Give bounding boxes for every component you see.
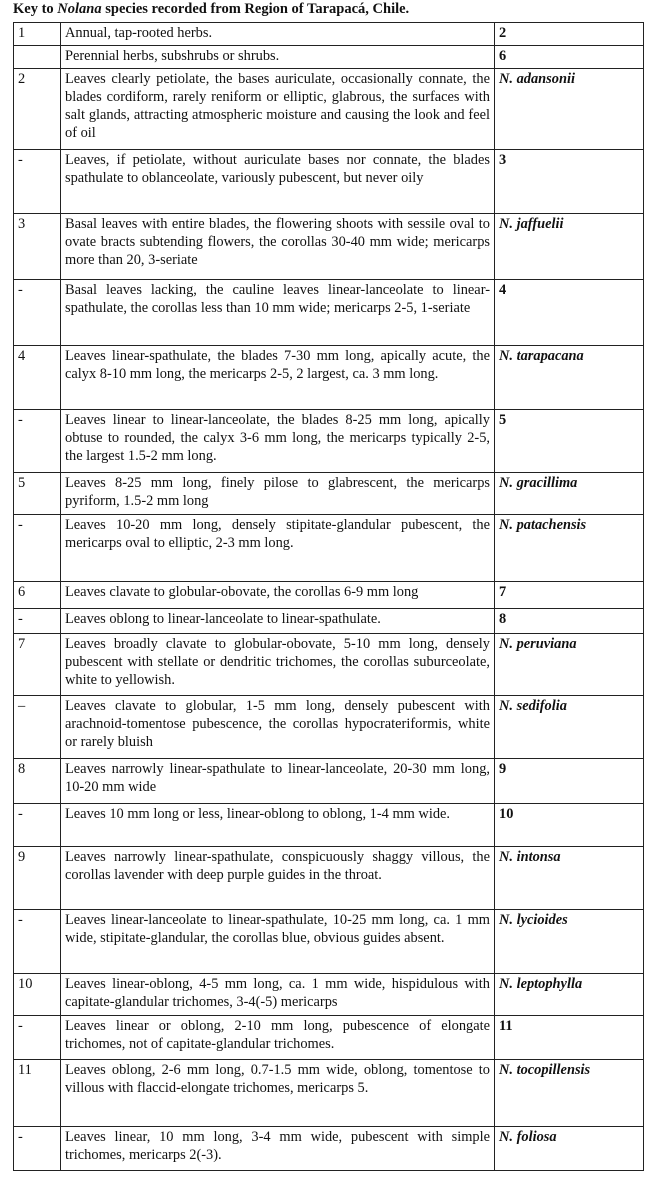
- couplet-number: 1: [14, 23, 61, 46]
- couplet-number: -: [14, 910, 61, 974]
- couplet-description: Leaves 10 mm long or less, linear-oblong to oblong, 1-4 mm wide.: [61, 804, 495, 847]
- couplet-description: Leaves linear to linear-lanceolate, the blades 8-25 mm long, apically obtuse to rounded, the calyx 3-6 mm long, the mericarps typically 2-5, the largest 1.5-2 mm long.: [61, 410, 495, 473]
- couplet-number: 11: [14, 1060, 61, 1127]
- couplet-description: Basal leaves with entire blades, the flowering shoots with sessile oval to ovate bracts subtending flowers, the corollas 30-40 mm wide; mericarps more than 20, 3-seriate: [61, 214, 495, 280]
- couplet-description: Leaves clearly petiolate, the bases auriculate, occasionally connate, the blades cordiform, rarely reniform or elliptic, glabrous, the surfaces with salt glands, attracting atmospheric moisture and causing the look and feel of oil: [61, 69, 495, 150]
- couplet-description: Leaves linear-oblong, 4-5 mm long, ca. 1 mm wide, hispidulous with capitate-glandular trichomes, 3-4(-5) mericarps: [61, 974, 495, 1016]
- couplet-description: Perennial herbs, subshrubs or shrubs.: [61, 46, 495, 69]
- species-name: N. lycioides: [495, 910, 644, 974]
- key-row: [14, 280, 644, 346]
- couplet-number: 7: [14, 634, 61, 696]
- key-row: [14, 696, 644, 759]
- couplet-description: Leaves 10-20 mm long, densely stipitate-glandular pubescent, the mericarps oval to elliptic, 2-3 mm long.: [61, 515, 495, 582]
- table-caption: [13, 1, 409, 18]
- next-couplet-reference: 9: [495, 759, 644, 804]
- couplet-number: -: [14, 410, 61, 473]
- next-couplet-reference: 8: [495, 609, 644, 634]
- key-row: [14, 410, 644, 473]
- couplet-description: Annual, tap-rooted herbs.: [61, 23, 495, 46]
- key-row: [14, 759, 644, 804]
- couplet-number: –: [14, 696, 61, 759]
- couplet-number: [14, 46, 61, 69]
- couplet-description: Leaves narrowly linear-spathulate, conspicuously shaggy villous, the corollas lavender with deep purple guides in the throat.: [61, 847, 495, 910]
- species-name: N. peruviana: [495, 634, 644, 696]
- next-couplet-reference: 5: [495, 410, 644, 473]
- couplet-number: -: [14, 804, 61, 847]
- next-couplet-reference: 4: [495, 280, 644, 346]
- couplet-description: Leaves clavate to globular-obovate, the corollas 6-9 mm long: [61, 582, 495, 609]
- key-row: [14, 910, 644, 974]
- species-name: N. adansonii: [495, 69, 644, 150]
- couplet-description: Leaves linear-lanceolate to linear-spathulate, 10-25 mm long, ca. 1 mm wide, stipitate-glandular, the corollas blue, obvious guides absent.: [61, 910, 495, 974]
- couplet-number: 3: [14, 214, 61, 280]
- caption-prefix: Key to: [13, 1, 58, 17]
- couplet-description: Basal leaves lacking, the cauline leaves linear-lanceolate to linear-spathulate, the corollas less than 10 mm wide; mericarps 2-5, 1-seriate: [61, 280, 495, 346]
- couplet-number: -: [14, 1127, 61, 1171]
- couplet-number: -: [14, 280, 61, 346]
- next-couplet-reference: 7: [495, 582, 644, 609]
- couplet-number: 4: [14, 346, 61, 410]
- species-name: N. sedifolia: [495, 696, 644, 759]
- couplet-description: Leaves linear-spathulate, the blades 7-30 mm long, apically acute, the calyx 8-10 mm long, the mericarps 2-5, 2 largest, ca. 3 mm long.: [61, 346, 495, 410]
- next-couplet-reference: 6: [495, 46, 644, 69]
- couplet-number: 2: [14, 69, 61, 150]
- key-row: [14, 609, 644, 634]
- couplet-description: Leaves clavate to globular, 1-5 mm long, densely pubescent with arachnoid-tomentose pubescence, the corollas hypocrateriformis, white or rarely bluish: [61, 696, 495, 759]
- key-table-body: [14, 23, 644, 1171]
- key-row: [14, 473, 644, 515]
- key-row: [14, 974, 644, 1016]
- couplet-description: Leaves linear, 10 mm long, 3-4 mm wide, pubescent with simple trichomes, mericarps 2(-3).: [61, 1127, 495, 1171]
- key-row: [14, 46, 644, 69]
- species-name: N. tocopillensis: [495, 1060, 644, 1127]
- species-name: N. foliosa: [495, 1127, 644, 1171]
- key-row: [14, 23, 644, 46]
- species-name: N. intonsa: [495, 847, 644, 910]
- couplet-description: Leaves broadly clavate to globular-obovate, 5-10 mm long, densely pubescent with stellate or dendritic trichomes, the corollas suburceolate, white to yellowish.: [61, 634, 495, 696]
- species-name: N. jaffuelii: [495, 214, 644, 280]
- key-row: [14, 1060, 644, 1127]
- couplet-number: 9: [14, 847, 61, 910]
- couplet-description: Leaves oblong, 2-6 mm long, 0.7-1.5 mm wide, oblong, tomentose to villous with flaccid-elongate trichomes, mericarps 5.: [61, 1060, 495, 1127]
- caption-suffix: species recorded from Region of Tarapacá, Chile.: [101, 1, 410, 17]
- couplet-number: 8: [14, 759, 61, 804]
- couplet-description: Leaves, if petiolate, without auriculate bases nor connate, the blades spathulate to oblanceolate, variously pubescent, but never oily: [61, 150, 495, 214]
- key-row: [14, 634, 644, 696]
- couplet-number: -: [14, 609, 61, 634]
- key-row: [14, 69, 644, 150]
- caption-genus: Nolana: [57, 1, 102, 17]
- species-name: N. patachensis: [495, 515, 644, 582]
- couplet-description: Leaves linear or oblong, 2-10 mm long, pubescence of elongate trichomes, not of capitate-glandular trichomes.: [61, 1016, 495, 1060]
- couplet-number: -: [14, 515, 61, 582]
- couplet-number: 5: [14, 473, 61, 515]
- key-row: [14, 1016, 644, 1060]
- couplet-number: -: [14, 1016, 61, 1060]
- next-couplet-reference: 2: [495, 23, 644, 46]
- couplet-number: -: [14, 150, 61, 214]
- next-couplet-reference: 3: [495, 150, 644, 214]
- species-name: N. gracillima: [495, 473, 644, 515]
- key-row: [14, 150, 644, 214]
- couplet-description: Leaves 8-25 mm long, finely pilose to glabrescent, the mericarps pyriform, 1.5-2 mm long: [61, 473, 495, 515]
- couplet-number: 6: [14, 582, 61, 609]
- identification-key-table: [13, 22, 644, 1171]
- species-name: N. leptophylla: [495, 974, 644, 1016]
- next-couplet-reference: 10: [495, 804, 644, 847]
- key-row: [14, 1127, 644, 1171]
- key-row: [14, 515, 644, 582]
- key-row: [14, 214, 644, 280]
- couplet-description: Leaves oblong to linear-lanceolate to linear-spathulate.: [61, 609, 495, 634]
- couplet-number: 10: [14, 974, 61, 1016]
- next-couplet-reference: 11: [495, 1016, 644, 1060]
- key-row: [14, 346, 644, 410]
- key-row: [14, 804, 644, 847]
- key-row: [14, 847, 644, 910]
- species-name: N. tarapacana: [495, 346, 644, 410]
- couplet-description: Leaves narrowly linear-spathulate to linear-lanceolate, 20-30 mm long, 10-20 mm wide: [61, 759, 495, 804]
- key-row: [14, 582, 644, 609]
